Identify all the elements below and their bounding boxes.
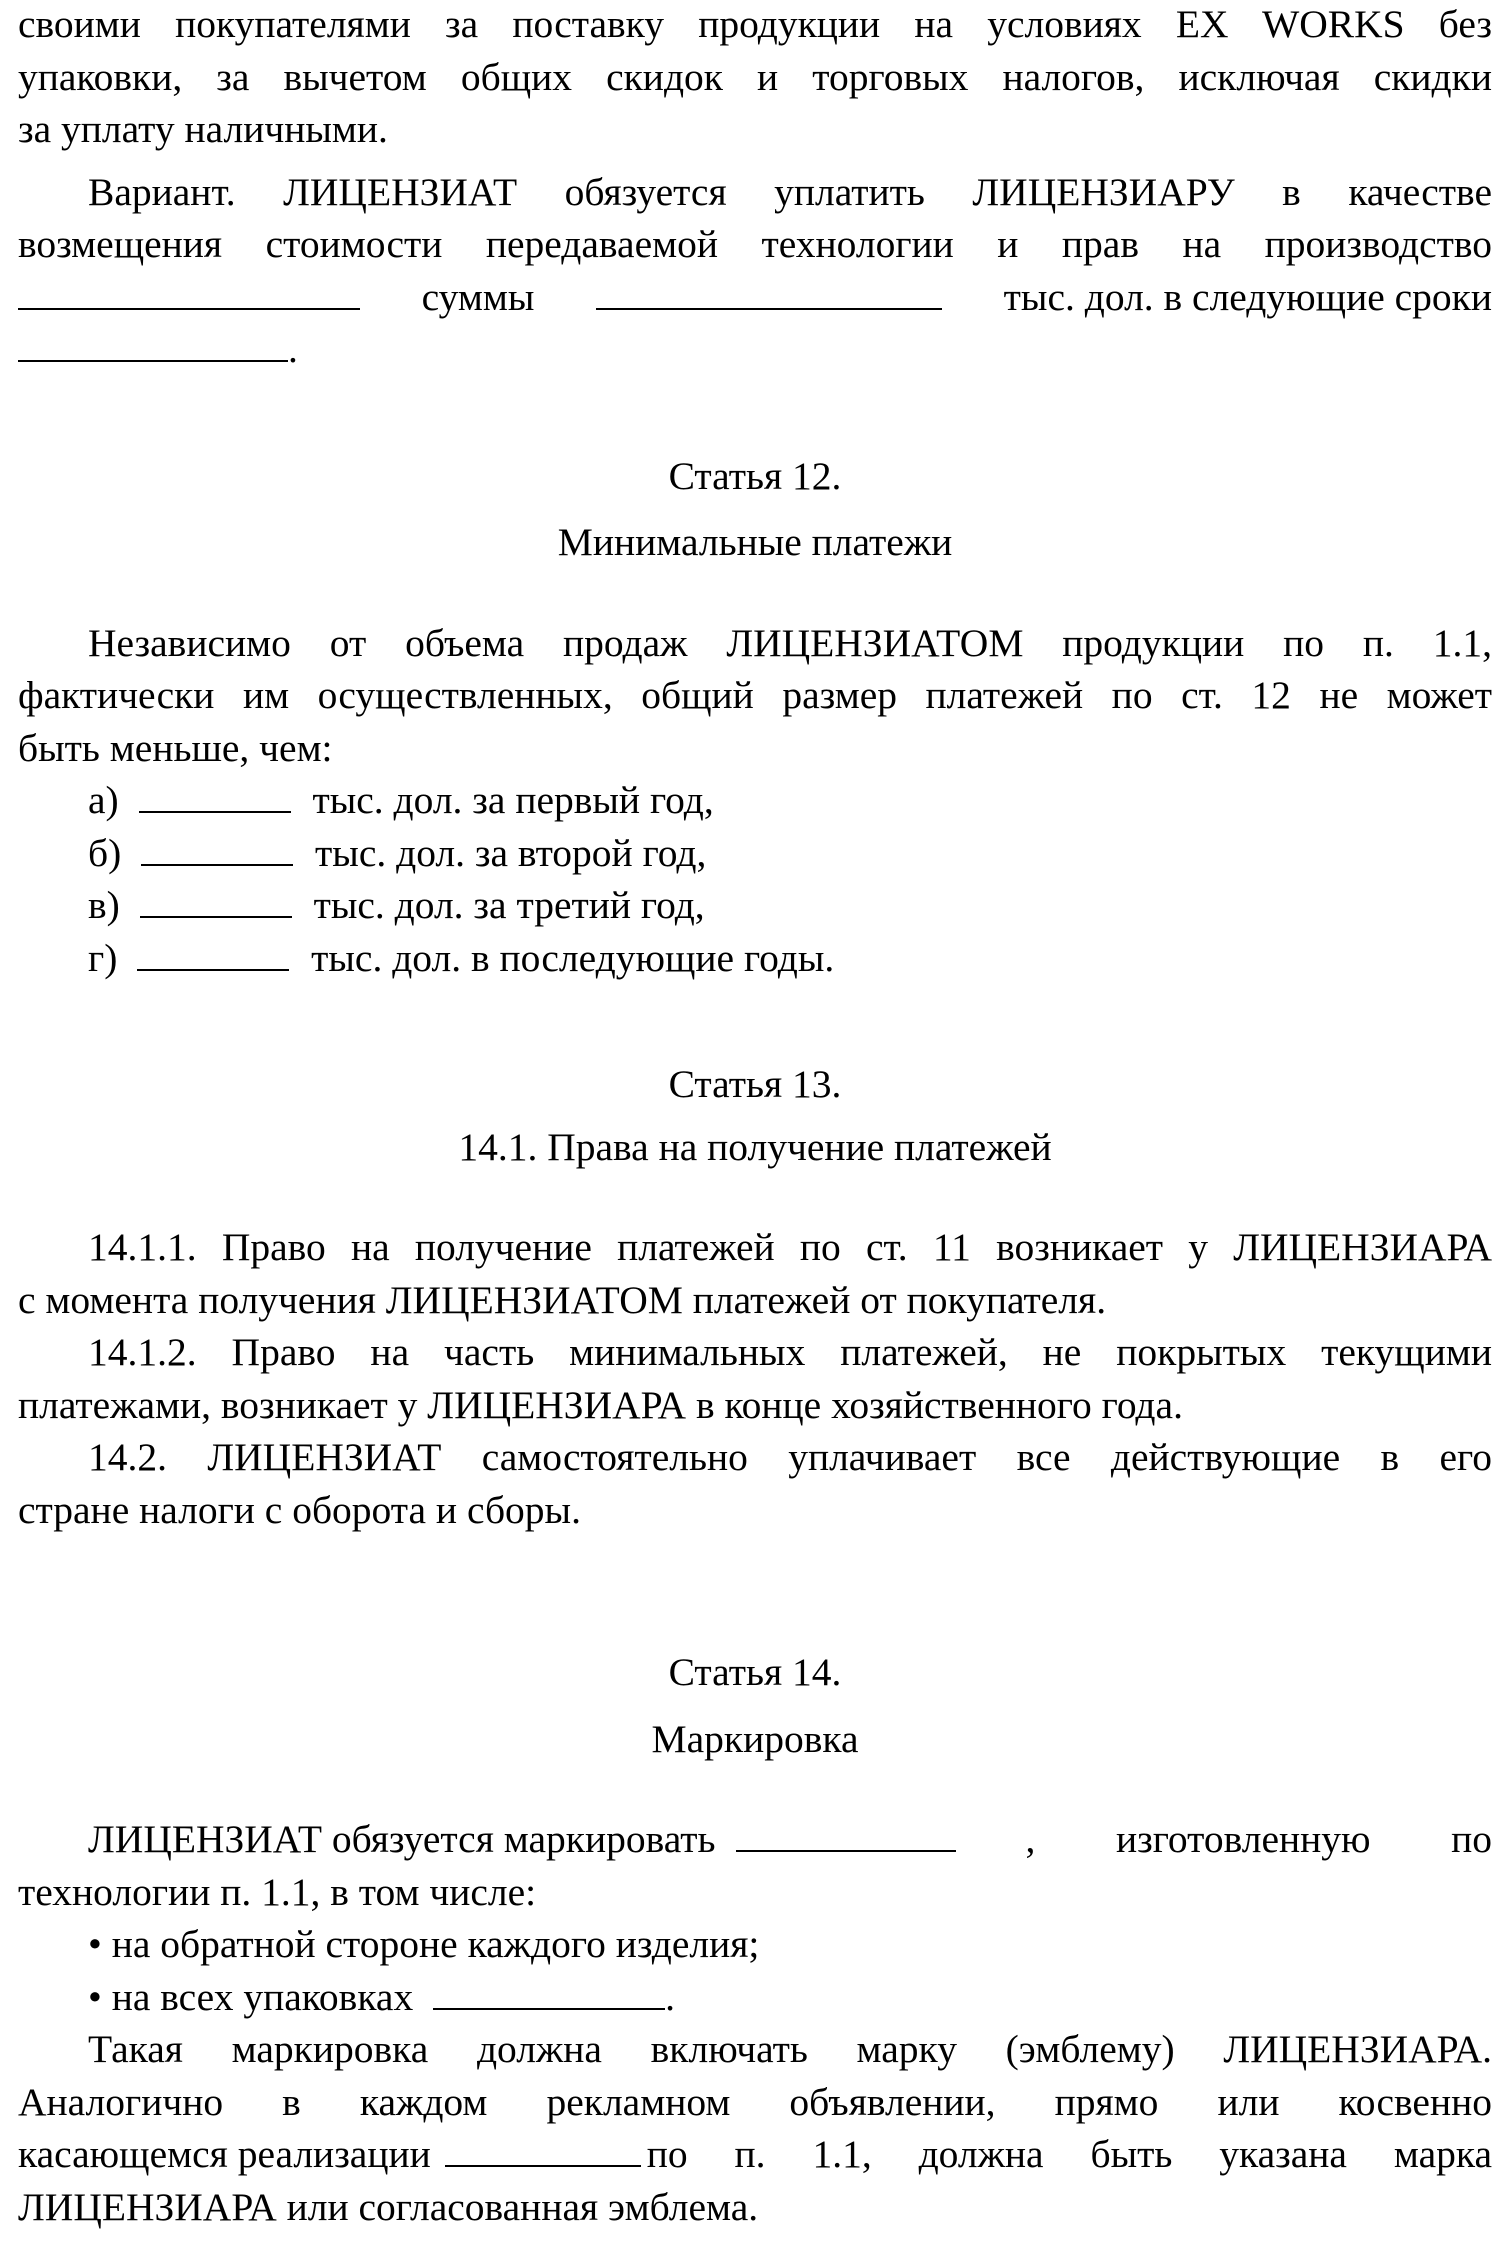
article-14-subtitle: Маркировка: [651, 1716, 859, 1761]
list-marker: а): [88, 778, 119, 822]
article-13-body: [18, 1221, 1492, 1536]
blank-field: [736, 1818, 956, 1852]
para-top-line-1: своими покупателями за поставку продукции на условиях EX WORKS без: [18, 2, 1492, 46]
blank-field: [137, 937, 289, 971]
article-14-title: Статья 14.: [668, 1650, 842, 1694]
blank-field: [433, 1976, 665, 2010]
blank-field: [141, 832, 293, 866]
article-12-paragraph: [18, 617, 1492, 775]
article-14-body: [18, 1813, 1492, 2233]
article-12-title: Статья 12.: [668, 453, 842, 498]
list-text: тыс. дол. за третий год,: [313, 883, 705, 927]
advertising-tail: по п. 1.1, должна быть указана марка: [646, 2132, 1492, 2176]
article-14-p2-line-3: [18, 2128, 1492, 2181]
list-item: [18, 827, 1492, 880]
bullet-item: [18, 1971, 1492, 2024]
list-text: тыс. дол. за первый год,: [312, 778, 714, 822]
bullet-period: .: [665, 1974, 675, 2019]
variant-paragraph: [18, 166, 1492, 376]
article-13-p1-line-2: с момента получения ЛИЦЕНЗИАТОМ платежей от покупателя.: [18, 1277, 1107, 1322]
article-13-p2-line-2: платежами, возникает у ЛИЦЕНЗИАРА в конце хозяйственного года.: [18, 1382, 1183, 1427]
marking-obligation-tail: , изготовленную по: [1025, 1817, 1492, 1861]
list-item: [18, 932, 1492, 985]
article-14-p1-line-1: [18, 1813, 1492, 1866]
article-12-line-3: быть меньше, чем:: [18, 725, 333, 770]
blank-field: [18, 328, 288, 362]
article-13-subtitle: 14.1. Права на получение платежей: [458, 1124, 1052, 1169]
variant-period: .: [288, 327, 298, 371]
advertising-text: касающемся реализации: [18, 2132, 431, 2176]
variant-line-2: возмещения стоимости передаваемой технологии и прав на производство: [18, 222, 1492, 266]
variant-line-4: [18, 323, 1492, 376]
list-marker: б): [88, 830, 122, 875]
blank-field: [596, 276, 942, 310]
bullet-item: • на обратной стороне каждого изделия;: [88, 1922, 760, 1966]
article-14-p2-line-2: Аналогично в каждом рекламном объявлении, прямо или косвенно: [18, 2079, 1492, 2124]
para-top-line-3: за уплату наличными.: [18, 107, 388, 151]
list-text: тыс. дол. за второй год,: [315, 830, 707, 875]
blank-field: [139, 779, 291, 813]
marking-obligation-text: ЛИЦЕНЗИАТ обязуется маркировать: [88, 1817, 716, 1861]
blank-field: [140, 884, 292, 918]
para-top-line-2: упаковки, за вычетом общих скидок и торговых налогов, исключая скидки: [18, 54, 1492, 99]
article-13-p1-line-1: 14.1.1. Право на получение платежей по ст. 11 возникает у ЛИЦЕНЗИАРА: [88, 1225, 1492, 1269]
list-item: [18, 774, 1492, 827]
bullet-text: • на всех упаковках: [88, 1974, 414, 2019]
para-top: [18, 0, 1492, 156]
variant-line-3: [18, 271, 1492, 324]
list-item: [18, 879, 1492, 932]
article-13-p3-line-1: 14.2. ЛИЦЕНЗИАТ самостоятельно уплачивает все действующие в его: [88, 1435, 1492, 1479]
article-13-p3-line-2: стране налоги с оборота и сборы.: [18, 1487, 581, 1532]
blank-field: [18, 276, 360, 310]
article-12-line-1: Независимо от объема продаж ЛИЦЕНЗИАТОМ продукции по п. 1.1,: [88, 620, 1492, 665]
list-marker: г): [88, 935, 118, 980]
variant-deadline-label: тыс. дол. в следующие сроки: [1003, 274, 1492, 319]
document-page: [18, 0, 1492, 2244]
blank-field: [445, 2133, 641, 2167]
list-marker: в): [88, 883, 120, 927]
article-14-p1-line-2: технологии п. 1.1, в том числе:: [18, 1869, 537, 1914]
list-text: тыс. дол. в последующие годы.: [311, 935, 835, 980]
article-12-subtitle: Минимальные платежи: [557, 520, 953, 564]
minimum-payments-list: [18, 774, 1492, 984]
article-12-line-2: фактически им осуществленных, общий размер платежей по ст. 12 не может: [18, 673, 1492, 717]
article-13-title: Статья 13.: [668, 1062, 842, 1106]
variant-line-1: Вариант. ЛИЦЕНЗИАТ обязуется уплатить ЛИЦЕНЗИАРУ в качестве: [88, 169, 1492, 214]
variant-sum-label: суммы: [421, 274, 535, 319]
article-13-p2-line-1: 14.1.2. Право на часть минимальных платежей, не покрытых текущими: [88, 1330, 1492, 1374]
article-14-p2-line-1: Такая маркировка должна включать марку (эмблему) ЛИЦЕНЗИАРА.: [88, 2027, 1492, 2071]
article-14-p2-line-4: ЛИЦЕНЗИАРА или согласованная эмблема.: [18, 2184, 759, 2229]
